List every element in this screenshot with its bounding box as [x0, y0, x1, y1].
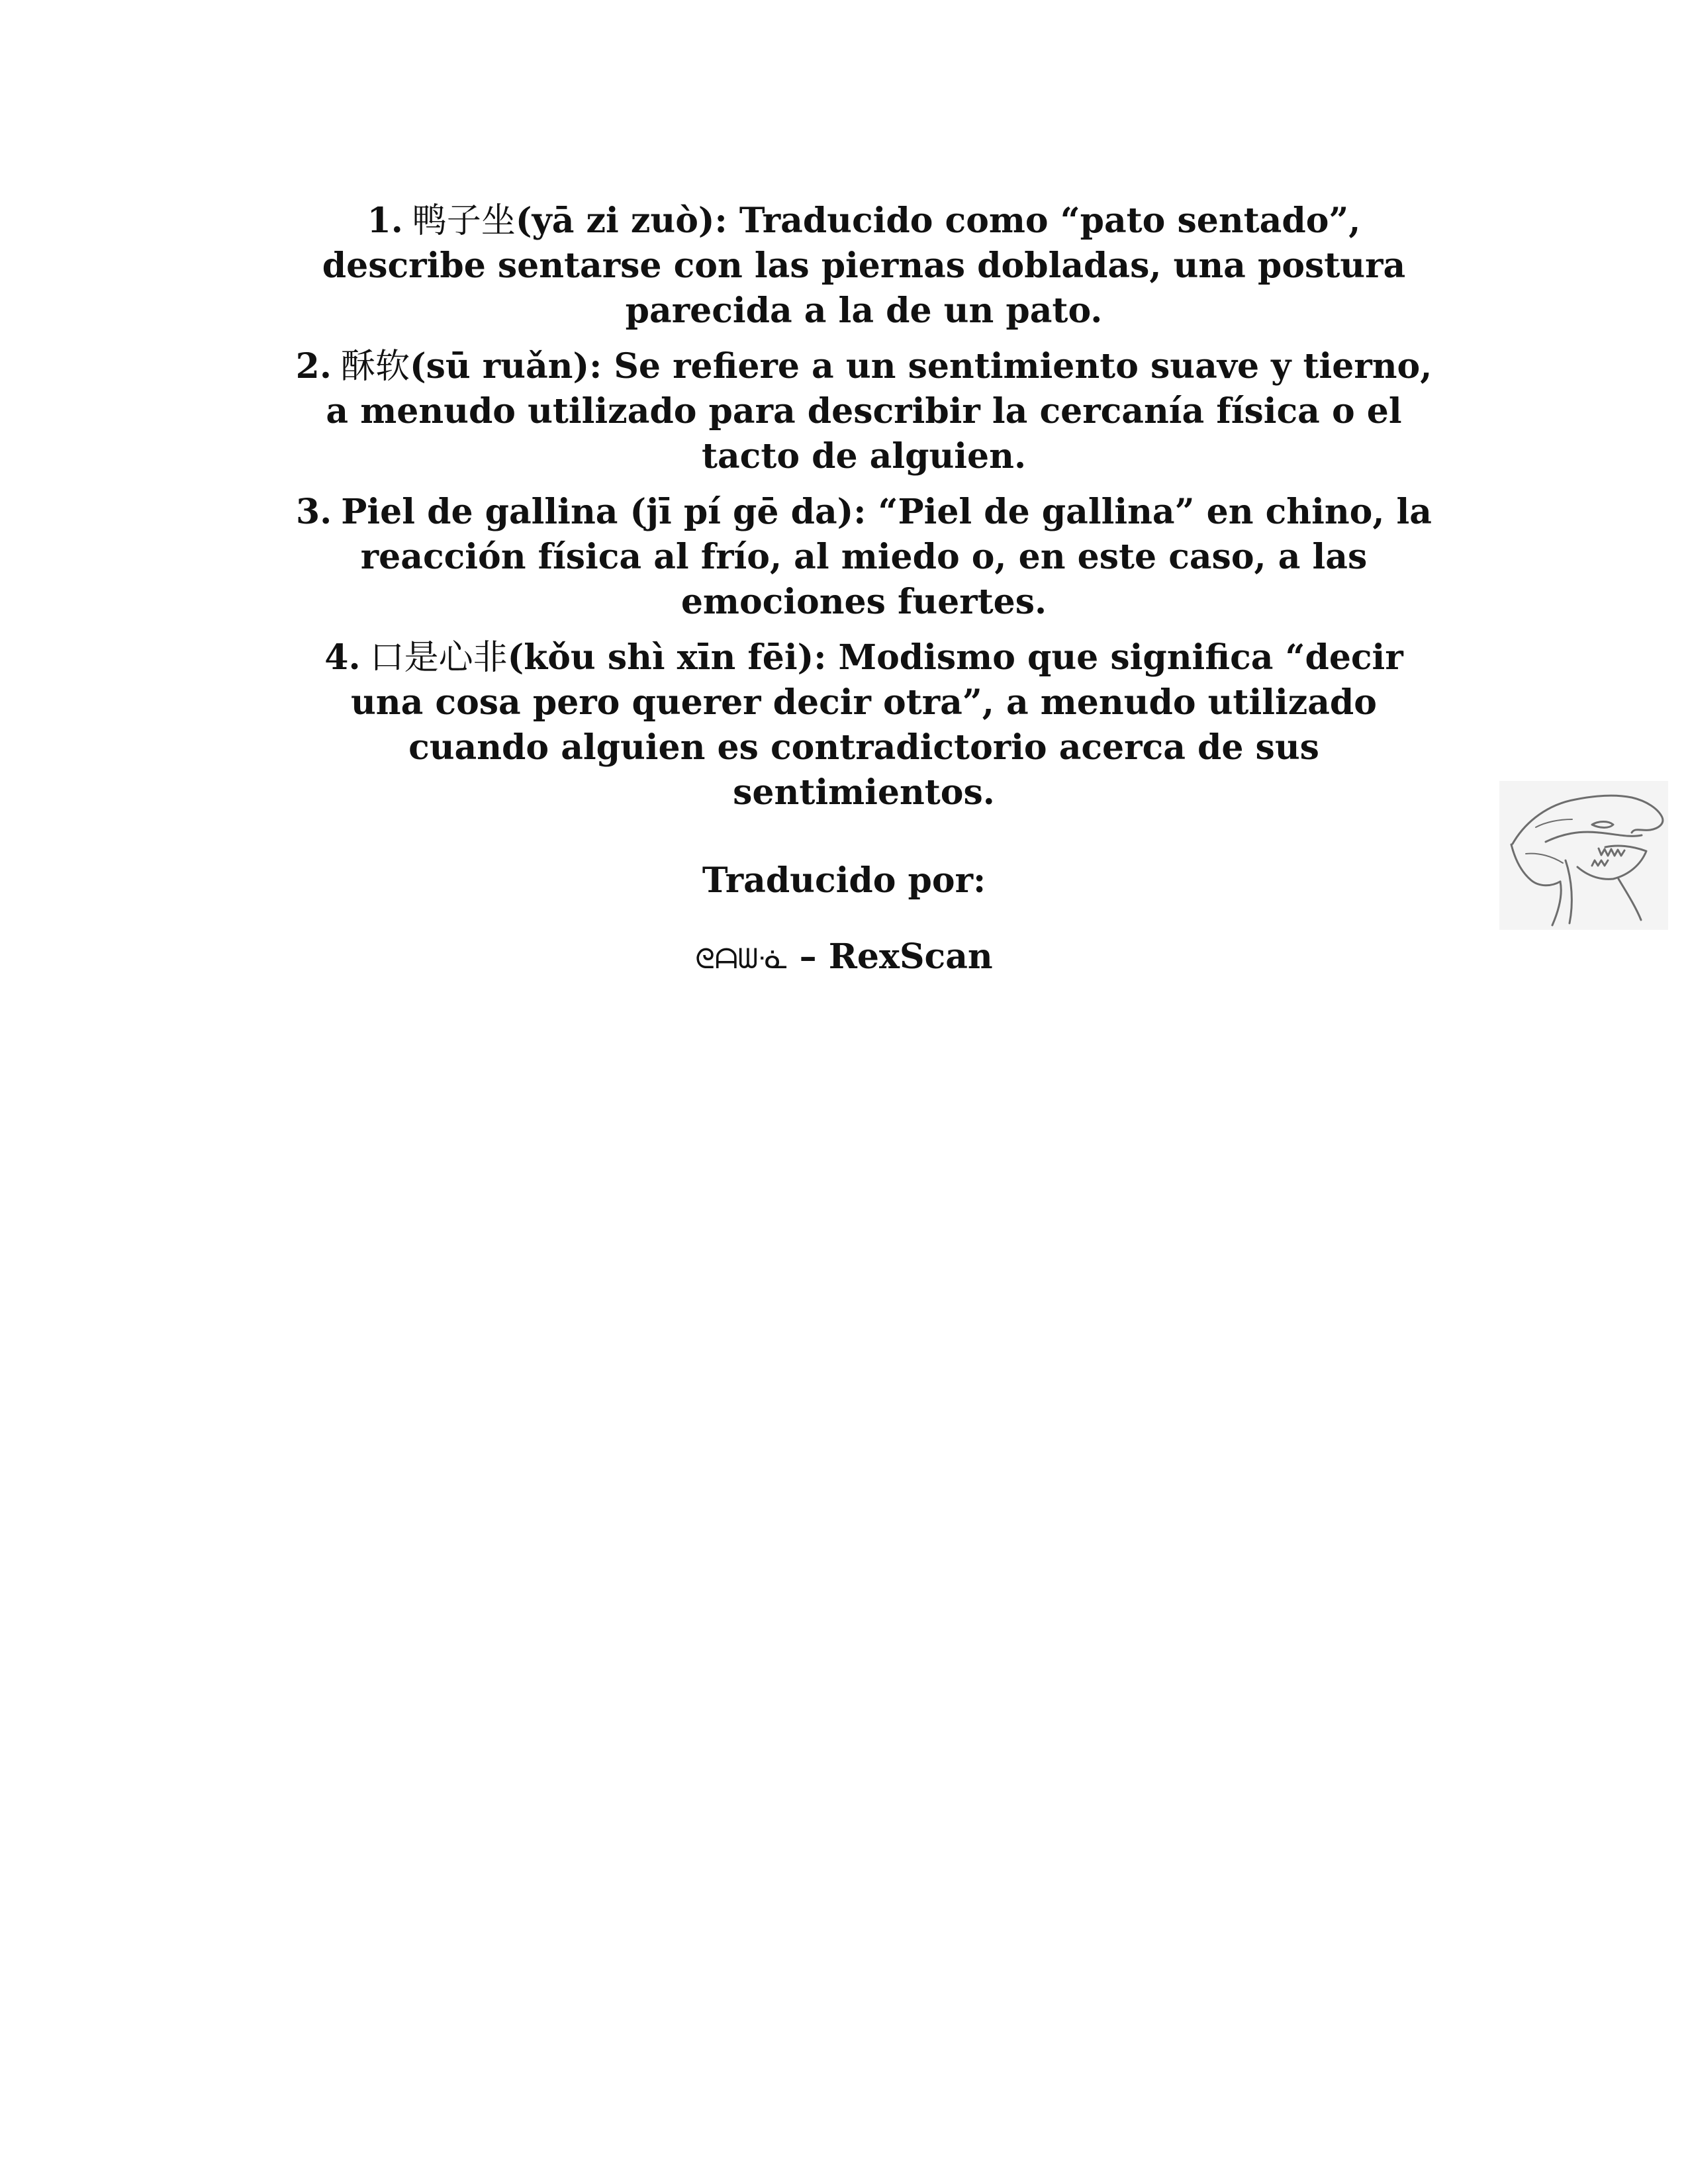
credits-title: Traducido por:	[702, 860, 986, 901]
translation-notes	[285, 199, 1443, 826]
translator-symbol: ᘓᗩᗯᓍ	[695, 942, 788, 975]
credits-line	[0, 936, 1688, 977]
note-text: (kǒu shì xīn fēi): Modismo que significa “decir una cosa pero querer decir otra”, a menudo utilizado cuando alguien es contradictorio acerca de sus sentimientos.	[351, 637, 1403, 813]
note-text: (jī pí gē da): “Piel de gallina” en chino, la reacción física al frío, al miedo o, en este caso, a las emociones fuertes.	[360, 492, 1432, 622]
note-number: 4.	[324, 637, 361, 678]
note-number: 2.	[295, 346, 332, 387]
note-number: 3.	[295, 492, 332, 532]
note-term: 鸭子坐	[412, 201, 516, 241]
credits-group: – RexScan	[787, 936, 993, 977]
note-term: 口是心非	[369, 638, 508, 678]
note-term: 酥软	[340, 347, 410, 387]
dinosaur-head-sketch-icon	[1499, 781, 1668, 930]
note-item-3	[285, 490, 1443, 625]
note-text: (yā zi zuò): Traducido como “pato sentado”, describe sentarse con las piernas dobladas, una postura parecida a la de un pato.	[322, 201, 1406, 331]
note-item-2	[285, 344, 1443, 479]
note-term: Piel de gallina	[341, 492, 618, 532]
note-item-4	[285, 635, 1443, 815]
note-number: 1.	[367, 201, 403, 241]
note-text: (sū ruǎn): Se refiere a un sentimiento suave y tierno, a menudo utilizado para describir la cercanía física o el tacto de alguien.	[326, 346, 1432, 477]
note-item-1	[285, 199, 1443, 334]
